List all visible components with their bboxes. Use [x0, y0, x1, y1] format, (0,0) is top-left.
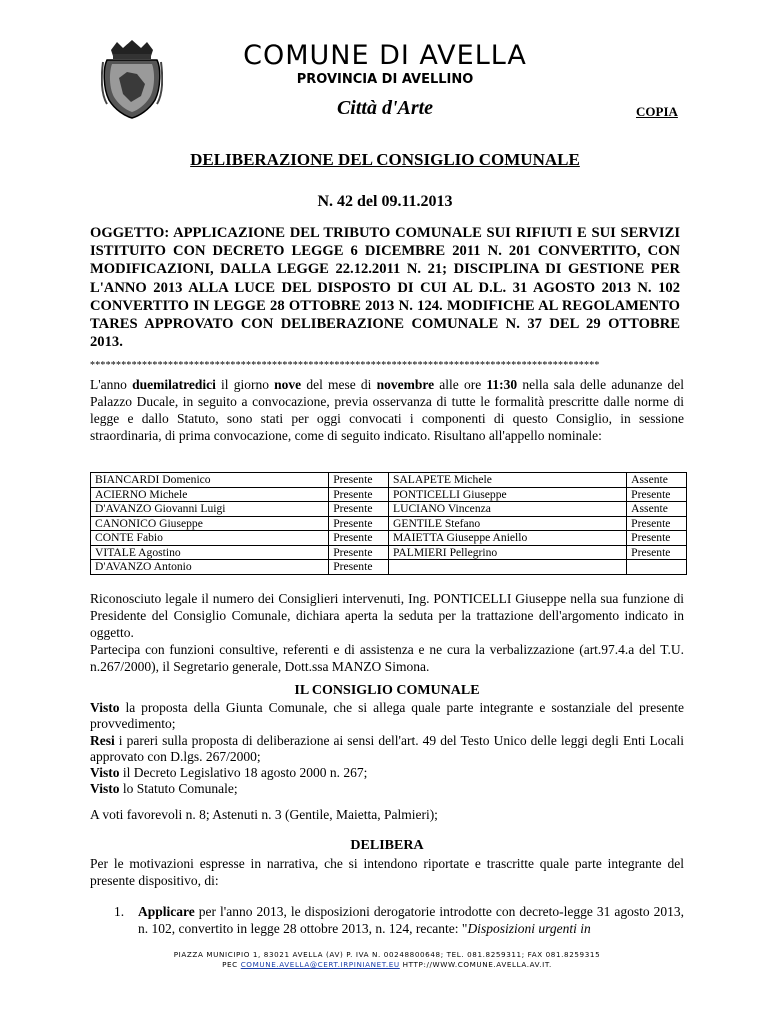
consideration-item: Visto il Decreto Legislativo 18 agosto 2000 n. 267; [90, 765, 368, 781]
deliberation-number: N. 42 del 09.11.2013 [317, 193, 453, 210]
member-name: D'AVANZO Giovanni Luigi [91, 502, 329, 517]
attendance-row [91, 487, 687, 502]
member-name: ACIERNO Michele [91, 487, 329, 502]
member-name: SALAPETE Michele [388, 473, 626, 488]
member-name: MAIETTA Giuseppe Aniello [388, 531, 626, 546]
member-name: GENTILE Stefano [388, 516, 626, 531]
member-name: BIANCARDI Domenico [91, 473, 329, 488]
footer-address: PIAZZA MUNICIPIO 1, 83021 AVELLA (AV) P. IVA N. 00248800648; TEL. 081.8259311; FAX 081.8259315 [173, 950, 601, 959]
attendance-row [91, 560, 687, 575]
vote-result: A voti favorevoli n. 8; Astenuti n. 3 (Gentile, Maietta, Palmieri); [90, 807, 438, 822]
attendance-row [91, 516, 687, 531]
attendance-row [91, 545, 687, 560]
consideration-item: Visto lo Statuto Comunale; [90, 781, 238, 797]
member-status [627, 560, 687, 575]
member-status: Presente [329, 531, 389, 546]
consideration-item: Visto la proposta della Giunta Comunale, che si allega quale parte integrante e sostanziale del presente provvedimento; [90, 700, 684, 732]
considerations [90, 700, 684, 798]
member-name: LUCIANO Vincenza [388, 502, 626, 517]
quorum-paragraph [90, 590, 684, 675]
website-link[interactable]: HTTP://WWW.COMUNE.AVELLA.AV.IT. [399, 960, 552, 969]
member-status: Presente [329, 516, 389, 531]
separator-stars: ************************************************************************************************** [90, 360, 600, 371]
member-name [388, 560, 626, 575]
motivation-paragraph: Per le motivazioni espresse in narrativa, che si intendono riportate e trascritte quale parte integrante del presente dispositivo, di: [90, 856, 684, 888]
member-status: Presente [627, 487, 687, 502]
subject-paragraph: OGGETTO: APPLICAZIONE DEL TRIBUTO COMUNALE SUI RIFIUTI E SUI SERVIZI ISTITUITO CON DECRETO LEGGE 6 DICEMBRE 2011 N. 201 CONVERTITO, CON MODIFICAZIONI, DALLA LEGGE 22.12.2011 N. 21; DISCIPLINA DI GESTIONE PER L'ANNO 2013 ALLA LUCE DEL DISPOSTO DI CUI AL D.L. 31 AGOSTO 2013 N. 102 CONVERTITO IN LEGGE 28 OTTOBRE 2013 N. 124. MODIFICHE AL REGOLAMENTO TARES APPROVATO CON DELIBERAZIONE COMUNALE N. 37 DEL 29 OTTOBRE 2013. [90, 225, 680, 351]
delibera-heading: DELIBERA [350, 838, 424, 853]
member-status: Presente [329, 545, 389, 560]
intro-paragraph: L'anno duemilatredici il giorno nove del mese di novembre alle ore 11:30 nella sala delle adunanze del Palazzo Ducale, in seguito a convocazione, previa osservanza di tutte le formalità prescritte dalle norme di legge e dallo Statuto, sono stati per oggi convocati i componenti di questo Consiglio, in sessione straordinaria, di prima convocazione, come di seguito indicato. Risultano all'appello nominale: [90, 377, 685, 443]
footer: PIAZZA MUNICIPIO 1, 83021 AVELLA (AV) P. IVA N. 00248800648; TEL. 081.8259311; FAX 081.8259315 PEC COMUNE.AVELLA@CERT.IRPINIANET.EU HTTP://WWW.COMUNE.AVELLA.AV.IT. [90, 950, 684, 970]
member-name: PALMIERI Pellegrino [388, 545, 626, 560]
attendance-row [91, 502, 687, 517]
copy-label: COPIA [636, 104, 678, 119]
member-status: Presente [627, 531, 687, 546]
member-name: CONTE Fabio [91, 531, 329, 546]
member-status: Presente [627, 516, 687, 531]
attendance-row [91, 531, 687, 546]
member-status: Presente [627, 545, 687, 560]
municipality-name: COMUNE DI AVELLA [243, 40, 527, 71]
member-status: Presente [329, 487, 389, 502]
member-status: Presente [329, 473, 389, 488]
member-status: Assente [627, 473, 687, 488]
province-name: PROVINCIA DI AVELLINO [296, 72, 474, 87]
member-status: Presente [329, 560, 389, 575]
pec-email-link[interactable]: COMUNE.AVELLA@CERT.IRPINIANET.EU [240, 960, 400, 969]
attendance-row [91, 473, 687, 488]
city-motto: Città d'Arte [336, 97, 434, 119]
member-status: Presente [329, 502, 389, 517]
council-heading: IL CONSIGLIO COMUNALE [294, 683, 480, 698]
member-name: PONTICELLI Giuseppe [388, 487, 626, 502]
attendance-table [90, 472, 687, 575]
member-name: D'AVANZO Antonio [91, 560, 329, 575]
member-name: CANONICO Giuseppe [91, 516, 329, 531]
member-status: Assente [627, 502, 687, 517]
quorum-text: Riconosciuto legale il numero dei Consiglieri intervenuti, Ing. PONTICELLI Giuseppe nella sua funzione di Presidente del Consiglio Comunale, dichiara aperta la seduta per la trattazione dell'argomento indicato in oggetto. [90, 591, 684, 640]
member-name: VITALE Agostino [91, 545, 329, 560]
decision-item: 1. Applicare per l'anno 2013, le disposizioni derogatorie introdotte con decreto-legge 31 agosto 2013, n. 102, convertito in legge 28 ottobre 2013, n. 124, recante: "Disposizioni urgenti in [114, 904, 684, 936]
secretary-text: Partecipa con funzioni consultive, referenti e di assistenza e ne cura la verbalizzazione (art.97.4.a del T.U. n.267/2000), il Segretario generale, Dott.ssa MANZO Simona. [90, 642, 684, 674]
consideration-item: Resi i pareri sulla proposta di deliberazione ai sensi dell'art. 49 del Testo Unico delle leggi degli Enti Locali approvato con D.lgs. 267/2000; [90, 732, 684, 764]
document-title: DELIBERAZIONE DEL CONSIGLIO COMUNALE [190, 150, 580, 169]
item-number: 1. [114, 904, 125, 919]
